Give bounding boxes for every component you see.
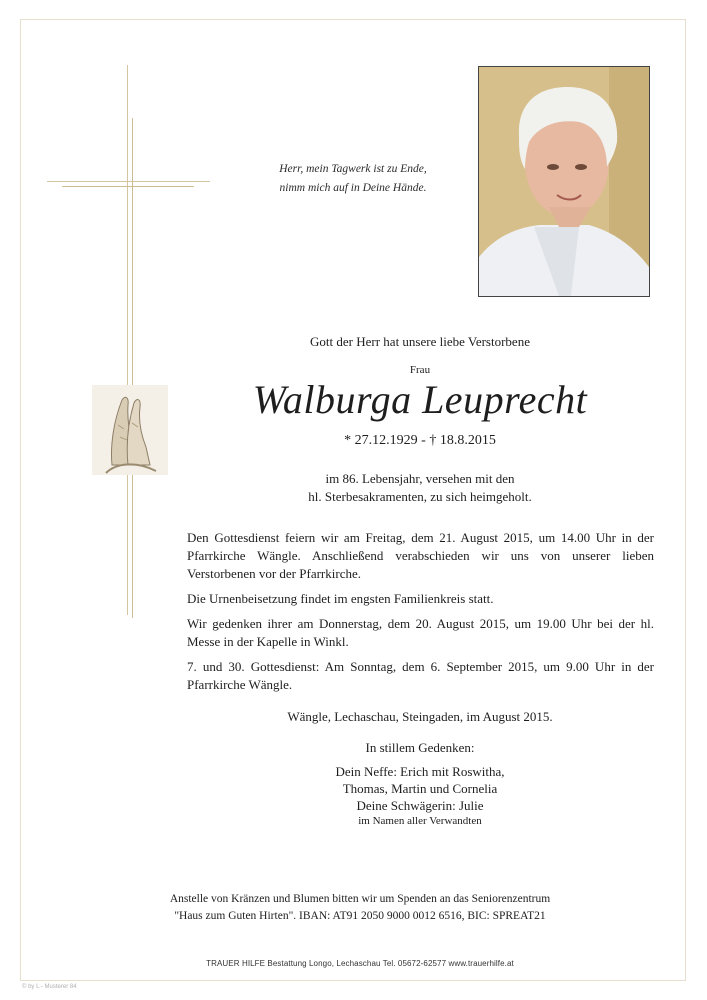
paragraph-urn: Die Urnenbeisetzung findet im engsten Familienkreis statt. [187,591,494,606]
age-line-2: hl. Sterbesakramenten, zu sich heimgeholt. [308,489,532,504]
service-details [187,529,654,701]
relatives-note: im Namen aller Verwandten [358,815,482,827]
intro-text: Gott der Herr hat unsere liebe Verstorbene [310,334,530,349]
relative-line-2: Thomas, Martin und Cornelia [342,781,498,796]
portrait-photo [478,66,650,297]
praying-hands-icon [92,385,168,475]
copyright-note: © by L - Musterer 84 [22,984,77,990]
life-dates: * 27.12.1929 - † 18.8.2015 [344,433,496,448]
place-date: Wängle, Lechaschau, Steingaden, im August 2015. [287,709,553,724]
paragraph-later-masses: 7. und 30. Gottesdienst: Am Sonntag, dem 6. September 2015, um 9.00 Uhr in der Pfarrkirche Wängle. [187,659,654,692]
deceased-name: Walburga Leuprecht [252,377,588,422]
motto [248,160,458,198]
donation-note [110,891,610,925]
donation-line-2: "Haus zum Guten Hirten". IBAN: AT91 2050 9000 0012 6516, BIC: SPREAT21 [174,910,546,922]
relative-line-1: Dein Neffe: Erich mit Roswitha, [335,764,505,779]
funeral-home-footer: TRAUER HILFE Bestattung Longo, Lechaschau Tel. 05672-62577 www.trauerhilfe.at [206,959,514,968]
remembrance-heading: In stillem Gedenken: [365,740,475,755]
donation-line-1: Anstelle von Kränzen und Blumen bitten wir um Spenden an das Seniorenzentrum [169,893,551,905]
age-text [170,470,670,506]
age-line-1: im 86. Lebensjahr, versehen mit den [325,471,515,486]
paragraph-mass: Wir gedenken ihrer am Donnerstag, dem 20. August 2015, um 19.00 Uhr bei der hl. Messe in der Kapelle in Winkl. [187,616,654,649]
relative-line-3: Deine Schwägerin: Julie [356,798,484,813]
relatives-list [170,763,670,814]
title-label: Frau [409,364,431,376]
motto-line-2: nimm mich auf in Deine Hände. [279,182,427,194]
paragraph-service: Den Gottesdienst feiern wir am Freitag, dem 21. August 2015, um 14.00 Uhr in der Pfarrkirche Wängle. Anschließend verabschieden wir uns von unserer lieben Verstorbenen vor der Pfarrkirche. [187,530,654,581]
motto-line-1: Herr, mein Tagwerk ist zu Ende, [279,163,427,175]
